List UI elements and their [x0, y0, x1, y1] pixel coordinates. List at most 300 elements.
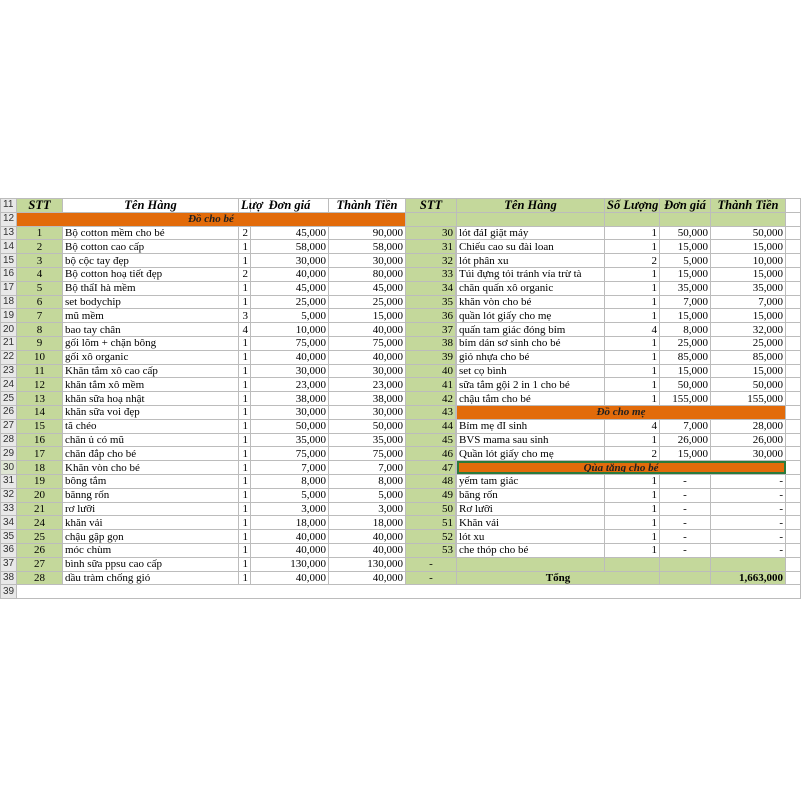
stt-cell[interactable]: 33 [406, 267, 456, 281]
empty-cell[interactable] [786, 419, 801, 433]
row-header[interactable]: 26 [1, 405, 17, 419]
empty-cell[interactable] [17, 585, 801, 599]
total-cell[interactable]: 40,000 [329, 543, 406, 557]
empty-cell[interactable] [786, 557, 801, 571]
qty-cell[interactable]: 4 [605, 323, 660, 337]
price-cell[interactable]: - [660, 543, 711, 557]
empty-cell[interactable] [605, 212, 660, 226]
stt-cell[interactable]: 9 [17, 336, 63, 350]
item-name-cell[interactable]: khăn sữa voi đẹp [63, 405, 239, 419]
price-cell[interactable]: 23,000 [251, 378, 329, 392]
total-cell[interactable]: 15,000 [711, 240, 786, 254]
empty-cell[interactable] [786, 199, 801, 213]
stt-cell[interactable]: 30 [406, 226, 456, 240]
price-cell[interactable]: 58,000 [251, 240, 329, 254]
empty-cell[interactable] [711, 212, 786, 226]
stt-cell[interactable]: 3 [17, 254, 63, 268]
row-header[interactable]: 31 [1, 474, 17, 488]
item-name-cell[interactable]: khăn vải [63, 516, 239, 530]
stt-cell[interactable]: 53 [406, 543, 456, 557]
item-name-cell[interactable]: gối lõm + chặn bông [63, 336, 239, 350]
empty-cell[interactable] [605, 557, 660, 571]
price-cell[interactable]: - [660, 488, 711, 502]
stt-cell[interactable]: 50 [406, 502, 456, 516]
empty-cell[interactable] [786, 212, 801, 226]
qty-cell[interactable]: 1 [605, 474, 660, 488]
empty-cell[interactable] [786, 447, 801, 461]
row-header[interactable]: 20 [1, 323, 17, 337]
total-label[interactable]: Tổng [457, 571, 660, 585]
total-cell[interactable]: 75,000 [329, 336, 406, 350]
qty-cell[interactable]: 2 [605, 254, 660, 268]
item-name-cell[interactable]: chậu gập gọn [63, 530, 239, 544]
item-name-cell[interactable]: lót phân xu [457, 254, 605, 268]
item-name-cell[interactable]: quấn tam giác đóng bỉm [457, 323, 605, 337]
qty-cell[interactable]: 1 [605, 240, 660, 254]
empty-cell[interactable] [786, 392, 801, 406]
price-cell[interactable]: 3,000 [251, 502, 329, 516]
stt-cell[interactable]: 10 [17, 350, 63, 364]
qty-cell[interactable]: 1 [605, 392, 660, 406]
total-cell[interactable]: 130,000 [329, 557, 406, 571]
total-cell[interactable]: 28,000 [711, 419, 786, 433]
stt-cell[interactable]: 37 [406, 323, 456, 337]
price-cell[interactable]: 5,000 [251, 309, 329, 323]
stt-cell[interactable]: 19 [17, 474, 63, 488]
stt-cell[interactable]: 52 [406, 530, 456, 544]
stt-cell[interactable]: 42 [406, 392, 456, 406]
row-header[interactable]: 35 [1, 530, 17, 544]
total-cell[interactable]: - [711, 502, 786, 516]
item-name-cell[interactable]: lót đáI giặt máy [457, 226, 605, 240]
price-cell[interactable]: 5,000 [660, 254, 711, 268]
price-cell[interactable]: 38,000 [251, 392, 329, 406]
empty-cell[interactable] [406, 212, 457, 226]
qty-cell[interactable]: 1 [239, 254, 251, 268]
total-cell[interactable]: 15,000 [711, 364, 786, 378]
qty-cell[interactable]: 1 [239, 433, 251, 447]
row-header[interactable]: 19 [1, 309, 17, 323]
qty-cell[interactable]: 1 [605, 267, 660, 281]
row-header[interactable]: 22 [1, 350, 17, 364]
price-cell[interactable]: 15,000 [660, 364, 711, 378]
row-header[interactable]: 38 [1, 571, 17, 585]
item-name-cell[interactable]: Rơ lưỡi [457, 502, 605, 516]
qty-cell[interactable]: 1 [239, 530, 251, 544]
total-cell[interactable]: 75,000 [329, 447, 406, 461]
row-header[interactable]: 14 [1, 240, 17, 254]
row-header[interactable]: 12 [1, 212, 17, 226]
price-cell[interactable]: 40,000 [251, 350, 329, 364]
stt-cell[interactable]: 45 [406, 433, 456, 447]
empty-cell[interactable] [786, 543, 801, 557]
qty-cell[interactable]: 1 [239, 474, 251, 488]
item-name-cell[interactable]: chậu tắm cho bé [457, 392, 605, 406]
empty-cell[interactable] [660, 557, 711, 571]
empty-cell[interactable] [786, 474, 801, 488]
total-cell[interactable]: 25,000 [329, 295, 406, 309]
qty-cell[interactable]: 4 [605, 419, 660, 433]
qty-cell[interactable]: 1 [239, 364, 251, 378]
qty-cell[interactable]: 1 [239, 392, 251, 406]
row-header[interactable]: 39 [1, 585, 17, 599]
total-cell[interactable]: 40,000 [329, 323, 406, 337]
total-cell[interactable]: 26,000 [711, 433, 786, 447]
header-thanh-tien[interactable]: Thành Tiền [329, 199, 406, 213]
stt-cell[interactable]: 16 [17, 433, 63, 447]
total-cell[interactable]: 45,000 [329, 281, 406, 295]
total-cell[interactable]: 85,000 [711, 350, 786, 364]
item-name-cell[interactable]: bình sữa ppsu cao cấp [63, 557, 239, 571]
qty-cell[interactable]: 1 [605, 488, 660, 502]
price-cell[interactable]: 155,000 [660, 392, 711, 406]
stt-cell[interactable]: 25 [17, 530, 63, 544]
stt-cell[interactable]: 32 [406, 254, 456, 268]
item-name-cell[interactable]: bộ cộc tay đẹp [63, 254, 239, 268]
qty-cell[interactable]: 1 [605, 281, 660, 295]
stt-cell[interactable]: 46 [406, 447, 456, 461]
item-name-cell[interactable]: chăn quấn xô organic [457, 281, 605, 295]
row-header[interactable]: 16 [1, 267, 17, 281]
row-header[interactable]: 28 [1, 433, 17, 447]
stt-cell[interactable]: 31 [406, 240, 456, 254]
item-name-cell[interactable]: bao tay chân [63, 323, 239, 337]
stt-cell[interactable]: 15 [17, 419, 63, 433]
stt-cell[interactable]: 48 [406, 474, 456, 488]
price-cell[interactable]: 35,000 [660, 281, 711, 295]
total-cell[interactable]: - [711, 488, 786, 502]
empty-cell[interactable] [786, 571, 801, 585]
qty-cell[interactable]: 1 [239, 488, 251, 502]
total-cell[interactable]: 30,000 [329, 254, 406, 268]
total-cell[interactable]: 40,000 [329, 350, 406, 364]
item-name-cell[interactable]: tã chéo [63, 419, 239, 433]
qty-cell[interactable]: 1 [239, 571, 251, 585]
row-header[interactable]: 24 [1, 378, 17, 392]
item-name-cell[interactable]: Bộ cotton hoạ tiết đẹp [63, 267, 239, 281]
stt-cell[interactable]: 38 [406, 336, 456, 350]
price-cell[interactable]: 50,000 [251, 419, 329, 433]
price-cell[interactable]: 18,000 [251, 516, 329, 530]
total-cell[interactable]: 30,000 [329, 405, 406, 419]
price-cell[interactable]: 15,000 [660, 447, 711, 461]
item-name-cell[interactable]: dầu tràm chống gió [63, 571, 239, 585]
total-cell[interactable]: - [711, 530, 786, 544]
item-name-cell[interactable]: Bỉm mẹ đI sinh [457, 419, 605, 433]
total-cell[interactable]: 38,000 [329, 392, 406, 406]
qty-cell[interactable]: 4 [239, 323, 251, 337]
empty-cell[interactable] [786, 309, 801, 323]
price-cell[interactable]: 75,000 [251, 447, 329, 461]
total-cell[interactable]: 5,000 [329, 488, 406, 502]
total-cell[interactable]: 30,000 [711, 447, 786, 461]
stt-cell[interactable]: 47 [406, 461, 456, 475]
stt-cell[interactable]: 39 [406, 350, 456, 364]
total-cell[interactable]: 35,000 [711, 281, 786, 295]
row-header[interactable]: 29 [1, 447, 17, 461]
row-header[interactable]: 11 [1, 199, 17, 213]
empty-cell[interactable] [786, 226, 801, 240]
total-cell[interactable]: 18,000 [329, 516, 406, 530]
price-cell[interactable]: 130,000 [251, 557, 329, 571]
qty-cell[interactable]: 1 [239, 336, 251, 350]
total-cell[interactable]: 155,000 [711, 392, 786, 406]
total-cell[interactable]: 35,000 [329, 433, 406, 447]
price-cell[interactable]: - [660, 502, 711, 516]
item-name-cell[interactable]: Khăn tắm xô cao cấp [63, 364, 239, 378]
header-luong[interactable]: Lượ [239, 199, 251, 213]
price-cell[interactable]: 7,000 [251, 461, 329, 475]
dash-cell[interactable]: - [406, 557, 457, 571]
item-name-cell[interactable]: Khăn vòn cho bé [63, 461, 239, 475]
stt-cell[interactable]: 12 [17, 378, 63, 392]
empty-cell[interactable] [786, 461, 801, 475]
qty-cell[interactable]: 1 [605, 516, 660, 530]
stt-cell[interactable]: 5 [17, 281, 63, 295]
item-name-cell[interactable]: rơ lưỡi [63, 502, 239, 516]
item-name-cell[interactable]: Chiếu cao su đài loan [457, 240, 605, 254]
price-cell[interactable]: 40,000 [251, 267, 329, 281]
price-cell[interactable]: - [660, 474, 711, 488]
row-header[interactable]: 34 [1, 516, 17, 530]
stt-cell[interactable]: 34 [406, 281, 456, 295]
empty-cell[interactable] [786, 323, 801, 337]
total-cell[interactable]: 32,000 [711, 323, 786, 337]
empty-cell[interactable] [660, 571, 711, 585]
price-cell[interactable]: - [660, 516, 711, 530]
row-header[interactable]: 13 [1, 226, 17, 240]
item-name-cell[interactable]: giỏ nhựa cho bé [457, 350, 605, 364]
stt-cell[interactable]: 26 [17, 543, 63, 557]
stt-cell[interactable]: 1 [17, 226, 63, 240]
price-cell[interactable]: 50,000 [660, 378, 711, 392]
empty-cell[interactable] [786, 405, 801, 419]
total-cell[interactable]: 23,000 [329, 378, 406, 392]
header-so-luong[interactable]: Số Lượng [605, 199, 660, 213]
stt-cell[interactable]: 13 [17, 392, 63, 406]
price-cell[interactable]: 15,000 [660, 240, 711, 254]
price-cell[interactable]: 15,000 [660, 267, 711, 281]
empty-cell[interactable] [457, 212, 605, 226]
price-cell[interactable]: - [660, 530, 711, 544]
item-name-cell[interactable]: sữa tắm gội 2 in 1 cho bé [457, 378, 605, 392]
item-name-cell[interactable]: Túi đựng tỏi tránh vía trừ tà [457, 267, 605, 281]
total-cell[interactable]: 10,000 [711, 254, 786, 268]
qty-cell[interactable]: 1 [605, 336, 660, 350]
row-header[interactable]: 32 [1, 488, 17, 502]
item-name-cell[interactable]: Bộ thẩI hà mềm [63, 281, 239, 295]
item-name-cell[interactable]: set cọ bình [457, 364, 605, 378]
item-name-cell[interactable]: lót xu [457, 530, 605, 544]
total-cell[interactable]: 50,000 [329, 419, 406, 433]
item-name-cell[interactable]: gối xô organic [63, 350, 239, 364]
qty-cell[interactable]: 1 [239, 350, 251, 364]
price-cell[interactable]: 25,000 [251, 295, 329, 309]
total-cell[interactable]: 80,000 [329, 267, 406, 281]
empty-cell[interactable] [786, 530, 801, 544]
stt-cell[interactable]: 18 [17, 461, 63, 475]
item-name-cell[interactable]: che thóp cho bé [457, 543, 605, 557]
item-name-cell[interactable]: chăn ủ có mũ [63, 433, 239, 447]
price-cell[interactable]: 7,000 [660, 419, 711, 433]
empty-cell[interactable] [786, 433, 801, 447]
price-cell[interactable]: 45,000 [251, 281, 329, 295]
item-name-cell[interactable]: băng rốn [457, 488, 605, 502]
empty-cell[interactable] [786, 488, 801, 502]
qty-cell[interactable]: 1 [605, 309, 660, 323]
price-cell[interactable]: 30,000 [251, 405, 329, 419]
item-name-cell[interactable]: móc chùm [63, 543, 239, 557]
total-cell[interactable]: 40,000 [329, 571, 406, 585]
item-name-cell[interactable]: BVS mama sau sinh [457, 433, 605, 447]
price-cell[interactable]: 35,000 [251, 433, 329, 447]
empty-cell[interactable] [786, 281, 801, 295]
item-name-cell[interactable]: khăn tắm xô mềm [63, 378, 239, 392]
qty-cell[interactable]: 2 [239, 226, 251, 240]
row-header[interactable]: 18 [1, 295, 17, 309]
section-do-cho-be[interactable]: Đồ cho bé [17, 212, 406, 226]
total-cell[interactable]: 58,000 [329, 240, 406, 254]
price-cell[interactable]: 25,000 [660, 336, 711, 350]
empty-cell[interactable] [786, 240, 801, 254]
qty-cell[interactable]: 1 [239, 240, 251, 254]
empty-cell[interactable] [786, 516, 801, 530]
total-cell[interactable]: 7,000 [711, 295, 786, 309]
header-ten-hang[interactable]: Tên Hàng [63, 199, 239, 213]
stt-cell[interactable]: 4 [17, 267, 63, 281]
empty-cell[interactable] [786, 502, 801, 516]
price-cell[interactable]: 85,000 [660, 350, 711, 364]
stt-cell[interactable]: 44 [406, 419, 456, 433]
stt-cell[interactable]: 40 [406, 364, 456, 378]
stt-cell[interactable]: 6 [17, 295, 63, 309]
row-header[interactable]: 37 [1, 557, 17, 571]
stt-cell[interactable]: 51 [406, 516, 456, 530]
total-cell[interactable]: 50,000 [711, 226, 786, 240]
item-name-cell[interactable]: khăn vòn cho bé [457, 295, 605, 309]
price-cell[interactable]: 75,000 [251, 336, 329, 350]
header-ten-hang-2[interactable]: Tên Hàng [457, 199, 605, 213]
row-header[interactable]: 21 [1, 336, 17, 350]
price-cell[interactable]: 40,000 [251, 571, 329, 585]
row-header[interactable]: 23 [1, 364, 17, 378]
qty-cell[interactable]: 1 [605, 378, 660, 392]
price-cell[interactable]: 30,000 [251, 254, 329, 268]
empty-cell[interactable] [786, 336, 801, 350]
stt-cell[interactable]: 43 [406, 405, 456, 419]
stt-cell[interactable]: 36 [406, 309, 456, 323]
price-cell[interactable]: 7,000 [660, 295, 711, 309]
qty-cell[interactable]: 1 [239, 447, 251, 461]
qty-cell[interactable]: 1 [605, 543, 660, 557]
total-cell[interactable]: 7,000 [329, 461, 406, 475]
item-name-cell[interactable]: mũ mềm [63, 309, 239, 323]
stt-cell[interactable]: 24 [17, 516, 63, 530]
stt-cell[interactable]: 2 [17, 240, 63, 254]
total-cell[interactable]: 15,000 [711, 309, 786, 323]
empty-cell[interactable] [786, 350, 801, 364]
total-cell[interactable]: 30,000 [329, 364, 406, 378]
total-cell[interactable]: - [711, 543, 786, 557]
header-don-gia-2[interactable]: Đơn giá [660, 199, 711, 213]
empty-cell[interactable] [786, 267, 801, 281]
item-name-cell[interactable]: Khăn vải [457, 516, 605, 530]
qty-cell[interactable]: 1 [239, 502, 251, 516]
item-name-cell[interactable]: Bộ cotton mềm cho bé [63, 226, 239, 240]
total-cell[interactable]: 90,000 [329, 226, 406, 240]
qty-cell[interactable]: 1 [239, 405, 251, 419]
stt-cell[interactable]: 28 [17, 571, 63, 585]
item-name-cell[interactable]: khăn sữa hoạ nhật [63, 392, 239, 406]
stt-cell[interactable]: 27 [17, 557, 63, 571]
qty-cell[interactable]: 1 [239, 543, 251, 557]
total-cell[interactable]: 8,000 [329, 474, 406, 488]
stt-cell[interactable]: 41 [406, 378, 456, 392]
header-don-gia[interactable]: Đơn giá [251, 199, 329, 213]
row-header[interactable]: 15 [1, 254, 17, 268]
price-cell[interactable]: 10,000 [251, 323, 329, 337]
total-cell[interactable]: 15,000 [711, 267, 786, 281]
stt-cell[interactable]: 20 [17, 488, 63, 502]
total-cell[interactable]: 25,000 [711, 336, 786, 350]
price-cell[interactable]: 26,000 [660, 433, 711, 447]
stt-cell[interactable]: 21 [17, 502, 63, 516]
stt-cell[interactable]: 14 [17, 405, 63, 419]
dash-cell[interactable]: - [406, 571, 457, 585]
total-cell[interactable]: 40,000 [329, 530, 406, 544]
empty-cell[interactable] [660, 212, 711, 226]
stt-cell[interactable]: 8 [17, 323, 63, 337]
empty-cell[interactable] [711, 557, 786, 571]
section-qua-tang[interactable]: Qùa tặng cho bé [457, 461, 786, 475]
stt-cell[interactable]: 35 [406, 295, 456, 309]
price-cell[interactable]: 40,000 [251, 530, 329, 544]
qty-cell[interactable]: 1 [239, 461, 251, 475]
total-cell[interactable]: 50,000 [711, 378, 786, 392]
price-cell[interactable]: 5,000 [251, 488, 329, 502]
empty-cell[interactable] [786, 254, 801, 268]
empty-cell[interactable] [786, 378, 801, 392]
stt-cell[interactable]: 17 [17, 447, 63, 461]
stt-cell[interactable]: 11 [17, 364, 63, 378]
item-name-cell[interactable]: Bộ cotton cao cấp [63, 240, 239, 254]
qty-cell[interactable]: 2 [239, 267, 251, 281]
qty-cell[interactable]: 1 [239, 419, 251, 433]
price-cell[interactable]: 30,000 [251, 364, 329, 378]
item-name-cell[interactable]: quần lót giấy cho mẹ [457, 309, 605, 323]
stt-cell[interactable]: 7 [17, 309, 63, 323]
qty-cell[interactable]: 1 [605, 350, 660, 364]
stt-cell[interactable]: 49 [406, 488, 456, 502]
header-thanh-tien-2[interactable]: Thành Tiền [711, 199, 786, 213]
qty-cell[interactable]: 1 [605, 295, 660, 309]
header-stt-2[interactable]: STT [406, 199, 457, 213]
qty-cell[interactable]: 1 [239, 281, 251, 295]
empty-cell[interactable] [457, 557, 605, 571]
item-name-cell[interactable]: bănng rốn [63, 488, 239, 502]
total-value[interactable]: 1,663,000 [711, 571, 786, 585]
qty-cell[interactable]: 1 [239, 516, 251, 530]
qty-cell[interactable]: 1 [605, 433, 660, 447]
row-header[interactable]: 25 [1, 392, 17, 406]
qty-cell[interactable]: 1 [605, 530, 660, 544]
price-cell[interactable]: 8,000 [251, 474, 329, 488]
qty-cell[interactable]: 3 [239, 309, 251, 323]
total-cell[interactable]: 3,000 [329, 502, 406, 516]
qty-cell[interactable]: 1 [605, 364, 660, 378]
row-header[interactable]: 33 [1, 502, 17, 516]
item-name-cell[interactable]: bông tắm [63, 474, 239, 488]
